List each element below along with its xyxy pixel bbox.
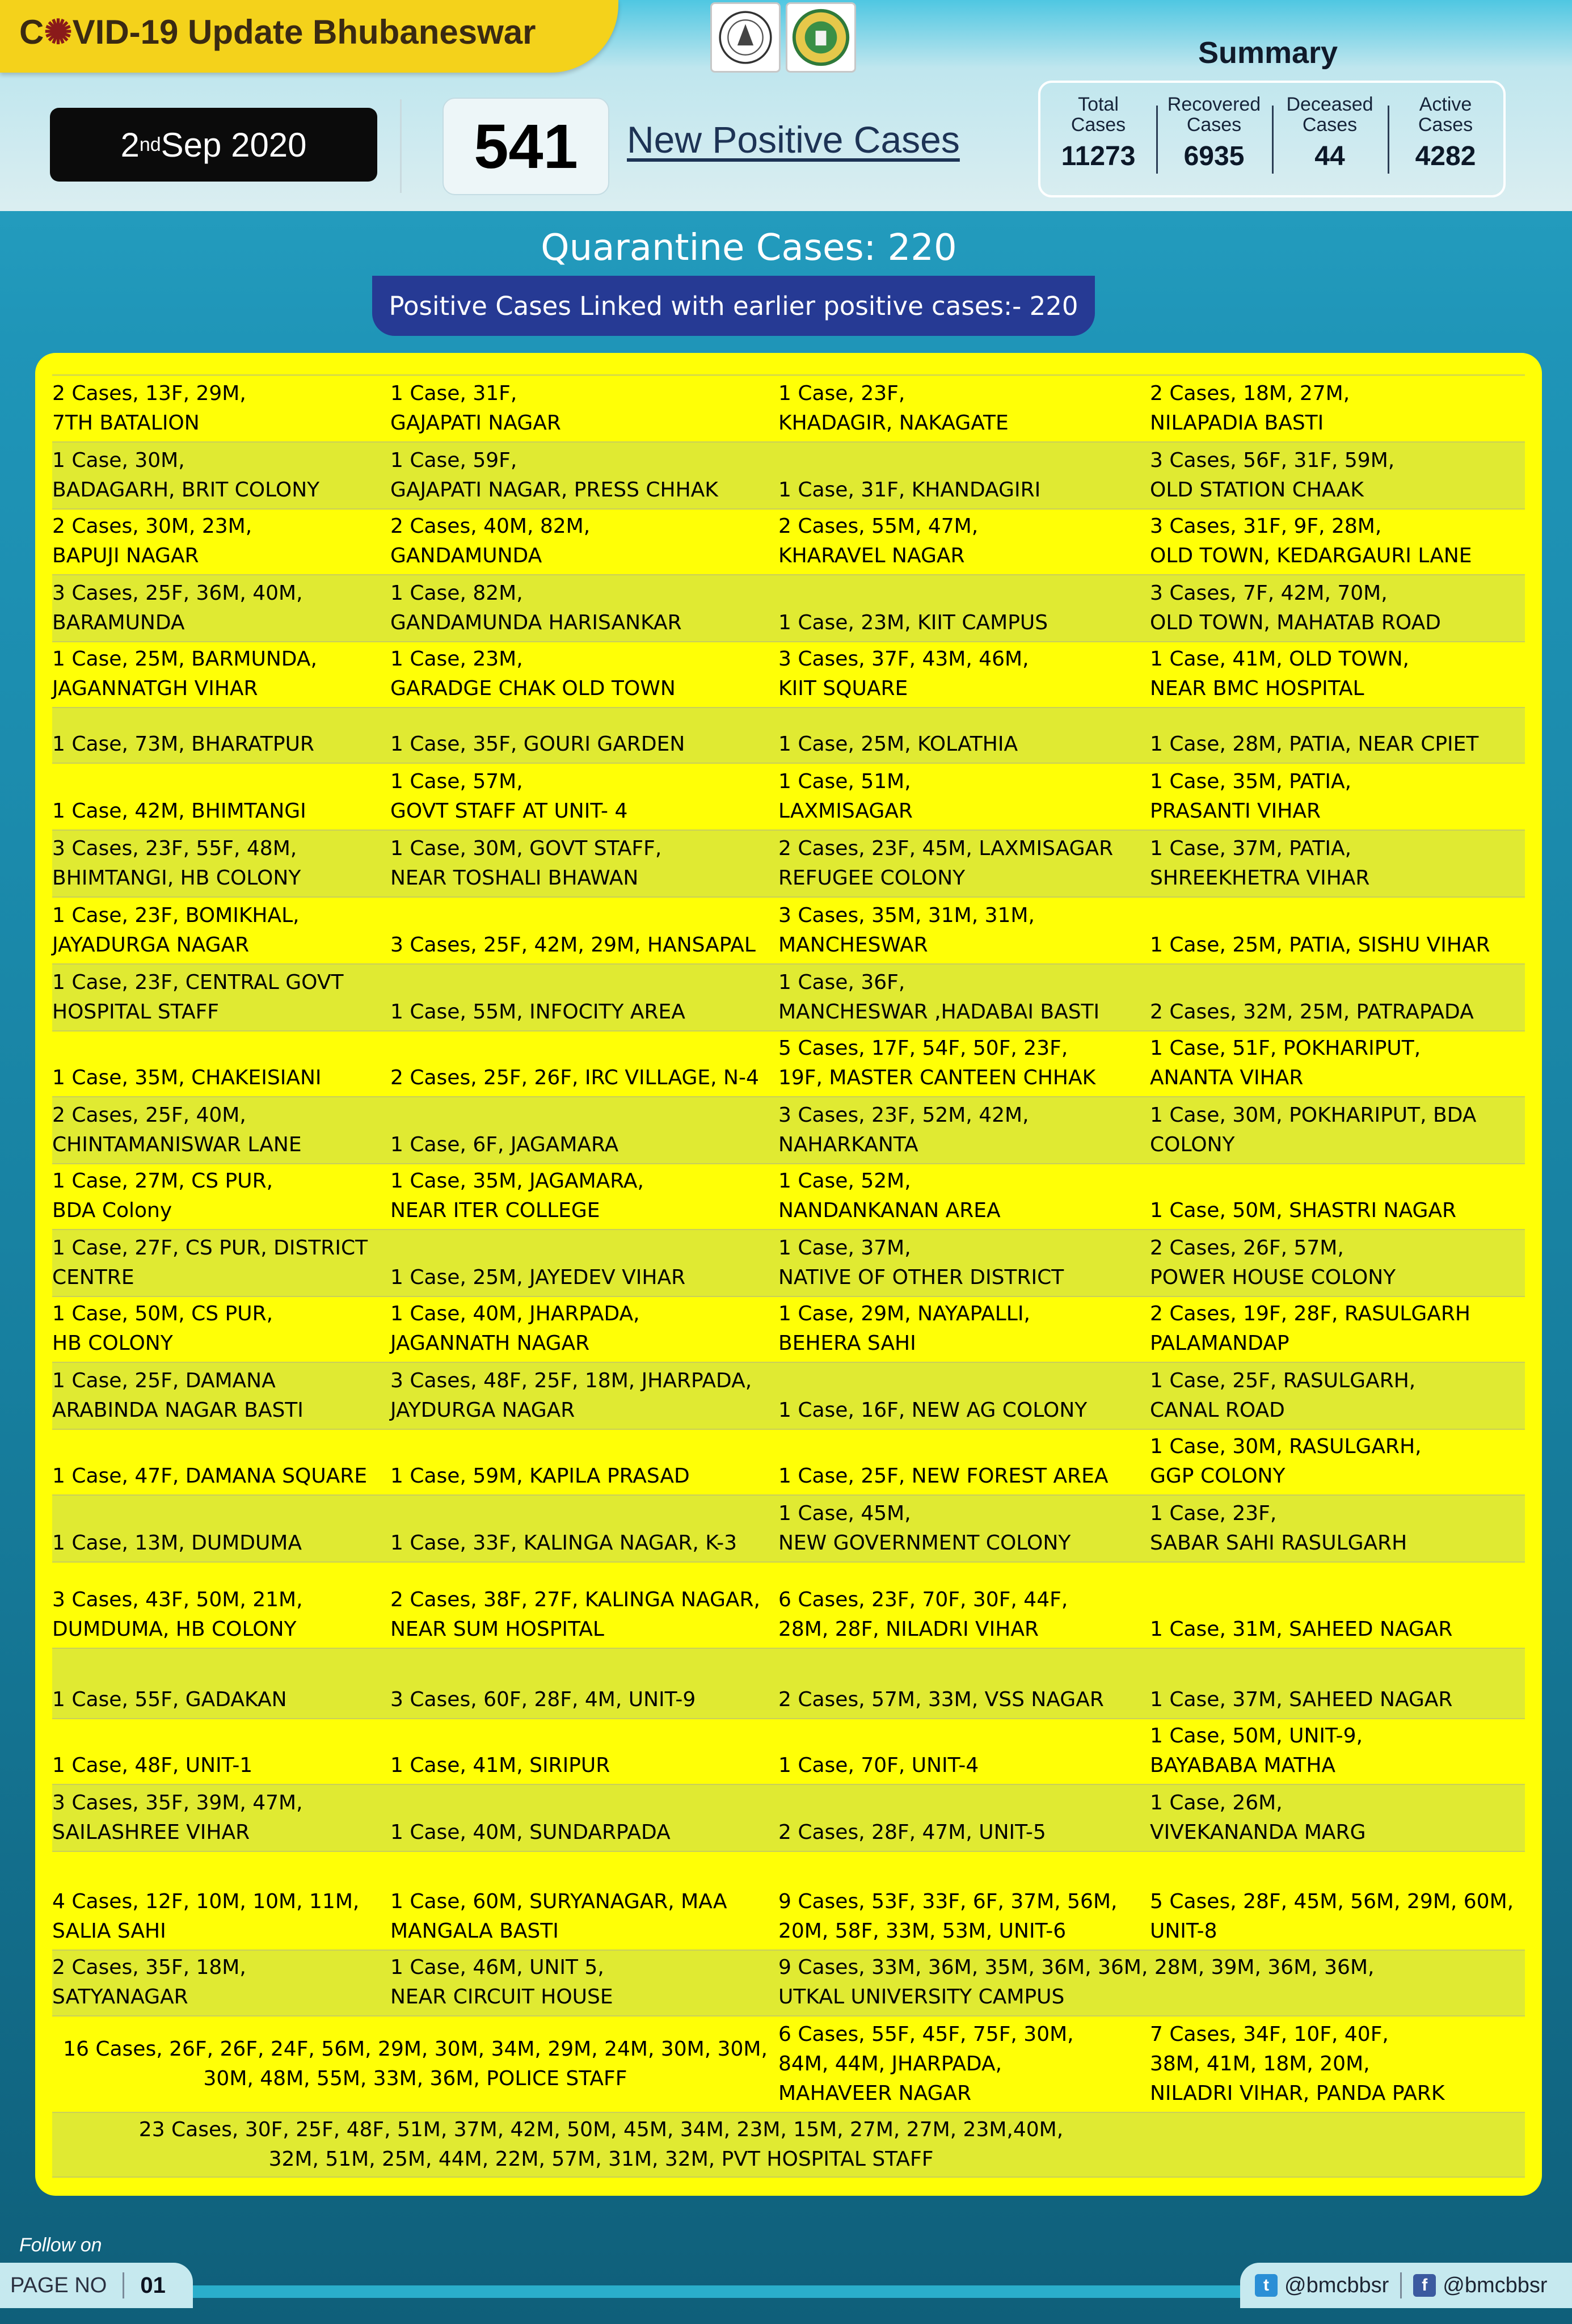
page-number: 01 <box>140 2272 166 2298</box>
summary-active: Active Cases 4282 <box>1388 83 1503 195</box>
page-label: PAGE NO <box>10 2273 107 2297</box>
table-row <box>52 1163 1525 1229</box>
table-cell: 1 Case, 55M, INFOCITY AREA <box>390 1000 685 1024</box>
table-cell: 1 Case, 23F, CENTRAL GOVT HOSPITAL STAFF <box>52 971 344 1024</box>
table-cell: 1 Case, 82M, GANDAMUNDA HARISANKAR <box>390 582 682 634</box>
table-cell: 1 Case, 28M, PATIA, NEAR CPIET <box>1150 732 1479 756</box>
table-cell: 1 Case, 27M, CS PUR, BDA Colony <box>52 1169 273 1222</box>
table-cell: 1 Case, 40M, JHARPADA, JAGANNATH NAGAR <box>390 1302 640 1355</box>
table-cell: 5 Cases, 28F, 45M, 56M, 29M, 60M, UNIT-8 <box>1150 1890 1514 1943</box>
table-row <box>52 441 1525 508</box>
table-cell: 6 Cases, 23F, 70F, 30F, 44F, 28M, 28F, NILADRI VIHAR <box>778 1588 1068 1641</box>
table-cell: 1 Case, 50M, SHASTRI NAGAR <box>1150 1199 1457 1222</box>
table-cell: 2 Cases, 32M, 25M, PATRAPADA <box>1150 1000 1474 1024</box>
table-cell: 2 Cases, 40M, 82M, GANDAMUNDA <box>390 515 591 567</box>
quarantine-cases: Quarantine Cases: 220 <box>541 227 957 269</box>
table-cell: 2 Cases, 55M, 47M, KHARAVEL NAGAR <box>778 515 979 567</box>
report-date: 2 nd Sep 2020 <box>50 108 377 182</box>
table-cell: 1 Case, 50M, UNIT-9, BAYABABA MATHA <box>1150 1724 1363 1777</box>
table-cell: 3 Cases, 60F, 28F, 4M, UNIT-9 <box>390 1688 696 1711</box>
table-row <box>52 830 1525 896</box>
table-row <box>52 508 1525 574</box>
table-cell: 5 Cases, 17F, 54F, 50F, 23F, 19F, MASTER CANTEEN CHHAK <box>778 1037 1096 1089</box>
table-cell: 1 Case, 47F, DAMANA SQUARE <box>52 1464 368 1488</box>
divider <box>400 99 402 193</box>
table-cell: 1 Case, 57M, GOVT STAFF AT UNIT- 4 <box>390 770 628 823</box>
divider <box>1400 2272 1402 2298</box>
table-cell: 1 Case, 35M, CHAKEISIANI <box>52 1066 322 1089</box>
table-cell: 1 Case, 23F, SABAR SAHI RASULGARH <box>1150 1502 1407 1555</box>
table-cell: 3 Cases, 23F, 52M, 42M, NAHARKANTA <box>778 1104 1029 1156</box>
table-cell: 1 Case, 25F, DAMANA ARABINDA NAGAR BASTI <box>52 1369 304 1422</box>
table-cell: 1 Case, 50M, CS PUR, HB COLONY <box>52 1302 273 1355</box>
summary-total: Total Cases 11273 <box>1061 94 1136 171</box>
table-cell: 1 Case, 27F, CS PUR, DISTRICT CENTRE <box>52 1236 368 1289</box>
table-cell: 1 Case, 33F, KALINGA NAGAR, K-3 <box>390 1531 737 1555</box>
government-emblem-logo <box>710 2 781 73</box>
table-row-hospital <box>52 2112 1525 2178</box>
table-cell: 1 Case, 45M, NEW GOVERNMENT COLONY <box>778 1502 1071 1555</box>
table-cell: 3 Cases, 25F, 42M, 29M, HANSAPAL <box>390 933 756 957</box>
table-row <box>52 1648 1525 1718</box>
table-cell: 1 Case, 25F, NEW FOREST AREA <box>778 1464 1109 1488</box>
table-cell: 2 Cases, 35F, 18M, SATYANAGAR <box>52 1956 246 2009</box>
table-cell: 1 Case, 36F, MANCHESWAR ,HADABAI BASTI <box>778 971 1100 1024</box>
social-links <box>1240 2263 1572 2308</box>
table-cell: 2 Cases, 28F, 47M, UNIT-5 <box>778 1821 1046 1844</box>
table-cell: 1 Case, 13M, DUMDUMA <box>52 1531 302 1555</box>
twitter-icon[interactable]: t <box>1255 2274 1278 2297</box>
summary-deceased: Deceased Cases 44 <box>1272 83 1388 195</box>
table-cell: 3 Cases, 35F, 39M, 47M, SAILASHREE VIHAR <box>52 1791 303 1844</box>
table-cell: 1 Case, 23F, KHADAGIR, NAKAGATE <box>778 382 1009 435</box>
table-cell: 2 Cases, 30M, 23M, BAPUJI NAGAR <box>52 515 252 567</box>
virus-icon: ✺ <box>44 13 73 51</box>
facebook-handle[interactable]: @bmcbbsr <box>1443 2273 1548 2297</box>
table-cell: 1 Case, 31F, GAJAPATI NAGAR <box>390 382 561 435</box>
table-cell: 1 Case, 41M, SIRIPUR <box>390 1754 610 1777</box>
table-cell: 3 Cases, 31F, 9F, 28M, OLD TOWN, KEDARGAURI LANE <box>1150 515 1472 567</box>
page-title: C✺VID-19 Update Bhubaneswar <box>19 13 536 51</box>
table-cell: 1 Case, 60M, SURYANAGAR, MAA MANGALA BASTI <box>390 1890 727 1943</box>
table-row <box>52 1851 1525 1950</box>
linked-cases-banner: Positive Cases Linked with earlier positive cases:- 220 <box>372 276 1095 336</box>
table-cell: 2 Cases, 18M, 27M, NILAPADIA BASTI <box>1150 382 1350 435</box>
table-cell: 3 Cases, 43F, 50M, 21M, DUMDUMA, HB COLONY <box>52 1588 303 1641</box>
table-cell: 1 Case, 25M, PATIA, SISHU VIHAR <box>1150 933 1490 957</box>
table-cell: 1 Case, 23M, GARADGE CHAK OLD TOWN <box>390 647 676 700</box>
twitter-handle[interactable]: @bmcbbsr <box>1284 2273 1389 2297</box>
table-cell: 7 Cases, 34F, 10F, 40F, 38M, 41M, 18M, 20M, NILADRI VIHAR, PANDA PARK <box>1150 2023 1445 2105</box>
table-cell: 1 Case, 25M, KOLATHIA <box>778 732 1018 756</box>
table-cell: 2 Cases, 23F, 45M, LAXMISAGAR REFUGEE COLONY <box>778 837 1114 890</box>
table-row <box>52 963 1525 1030</box>
new-cases-label: New Positive Cases <box>627 119 960 161</box>
table-cell: 3 Cases, 48F, 25F, 18M, JHARPADA, JAYDURGA NAGAR <box>390 1369 752 1422</box>
table-cell: 9 Cases, 53F, 33F, 6F, 37M, 56M, 20M, 58F, 33M, 53M, UNIT-6 <box>778 1890 1118 1943</box>
table-cell: 1 Case, 52M, NANDANKANAN AREA <box>778 1169 1001 1222</box>
divider <box>123 2272 124 2298</box>
table-cell: 4 Cases, 12F, 10M, 10M, 11M, SALIA SAHI <box>52 1890 360 1943</box>
table-cell: 1 Case, 37M, NATIVE OF OTHER DISTRICT <box>778 1236 1064 1289</box>
page-number-tab <box>0 2263 193 2308</box>
table-row <box>52 763 1525 830</box>
table-row <box>52 1561 1525 1648</box>
table-row <box>52 707 1525 763</box>
table-cell: 2 Cases, 13F, 29M, 7TH BATALION <box>52 382 246 435</box>
hospital-staff-cell: 23 Cases, 30F, 25F, 48F, 51M, 37M, 42M, 50M, 45M, 34M, 23M, 15M, 27M, 27M, 23M,40M, 32M, 51M, 25M, 44M, 22M, 57M, 31M, 32M, PVT HOSPITAL STAFF <box>138 2118 1064 2171</box>
table-cell: 1 Case, 30M, RASULGARH, GGP COLONY <box>1150 1435 1422 1488</box>
table-row <box>52 1950 1525 2015</box>
table-row <box>52 1362 1525 1429</box>
table-cell: 2 Cases, 25F, 40M, CHINTAMANISWAR LANE <box>52 1104 302 1156</box>
table-row <box>52 1030 1525 1096</box>
table-cell: 1 Case, 46M, UNIT 5, NEAR CIRCUIT HOUSE <box>390 1956 613 2009</box>
table-cell: 2 Cases, 57M, 33M, VSS NAGAR <box>778 1688 1104 1711</box>
table-cell: 2 Cases, 38F, 27F, KALINGA NAGAR, NEAR SUM HOSPITAL <box>390 1588 760 1641</box>
summary-box <box>1038 81 1506 197</box>
cases-table <box>35 353 1542 2196</box>
table-cell: 1 Case, 42M, BHIMTANGI <box>52 799 306 823</box>
table-cell: 1 Case, 35F, GOURI GARDEN <box>390 732 685 756</box>
table-cell: 1 Case, 16F, NEW AG COLONY <box>778 1399 1088 1422</box>
table-cell: 1 Case, 26M, VIVEKANANDA MARG <box>1150 1791 1366 1844</box>
table-cell: 1 Case, 51M, LAXMISAGAR <box>778 770 913 823</box>
table-cell: 2 Cases, 25F, 26F, IRC VILLAGE, N-4 <box>390 1066 759 1089</box>
police-staff-cell: 16 Cases, 26F, 26F, 24F, 56M, 29M, 30M, 34M, 29M, 24M, 30M, 30M, 30M, 48M, 55M, 33M, 36M, POLICE STAFF <box>63 2037 768 2090</box>
table-cell: 1 Case, 48F, UNIT-1 <box>52 1754 253 1777</box>
table-cell: 1 Case, 30M, POKHARIPUT, BDA COLONY <box>1150 1104 1477 1156</box>
table-cell: 1 Case, 23F, BOMIKHAL, JAYADURGA NAGAR <box>52 904 300 957</box>
table-cell: 1 Case, 59F, GAJAPATI NAGAR, PRESS CHHAK <box>390 449 718 502</box>
new-cases-count: 541 <box>442 98 609 195</box>
table-cell: 9 Cases, 33M, 36M, 35M, 36M, 36M, 28M, 39M, 36M, 36M, UTKAL UNIVERSITY CAMPUS <box>778 1956 1375 2009</box>
table-cell: 1 Case, 35M, JAGAMARA, NEAR ITER COLLEGE <box>390 1169 644 1222</box>
table-cell: 6 Cases, 55F, 45F, 75F, 30M, 84M, 44M, JHARPADA, MAHAVEER NAGAR <box>778 2023 1074 2105</box>
follow-label: Follow on <box>19 2234 102 2256</box>
table-cell: 1 Case, 40M, SUNDARPADA <box>390 1821 671 1844</box>
table-row <box>52 1718 1525 1784</box>
table-cell: 3 Cases, 37F, 43M, 46M, KIIT SQUARE <box>778 647 1029 700</box>
table-row <box>52 574 1525 641</box>
facebook-icon[interactable]: f <box>1413 2274 1436 2297</box>
table-cell: 1 Case, 59M, KAPILA PRASAD <box>390 1464 690 1488</box>
table-row <box>52 1296 1525 1362</box>
table-row <box>52 1229 1525 1296</box>
table-cell: 1 Case, 30M, GOVT STAFF, NEAR TOSHALI BHAWAN <box>390 837 662 890</box>
table-cell: 1 Case, 41M, OLD TOWN, NEAR BMC HOSPITAL <box>1150 647 1409 700</box>
table-row <box>52 1784 1525 1851</box>
table-cell: 1 Case, 55F, GADAKAN <box>52 1688 287 1711</box>
table-cell: 1 Case, 35M, PATIA, PRASANTI VIHAR <box>1150 770 1352 823</box>
table-row <box>52 896 1525 963</box>
table-cell: 1 Case, 25F, RASULGARH, CANAL ROAD <box>1150 1369 1416 1422</box>
table-cell: 1 Case, 70F, UNIT-4 <box>778 1754 979 1777</box>
table-cell: 1 Case, 29M, NAYAPALLI, BEHERA SAHI <box>778 1302 1030 1355</box>
table-cell: 1 Case, 25M, BARMUNDA, JAGANNATGH VIHAR <box>52 647 317 700</box>
title-banner <box>0 0 618 73</box>
table-cell: 3 Cases, 35M, 31M, 31M, MANCHESWAR <box>778 904 1035 957</box>
table-cell: 1 Case, 37M, SAHEED NAGAR <box>1150 1688 1453 1711</box>
table-cell: 1 Case, 23M, KIIT CAMPUS <box>778 611 1048 634</box>
table-cell: 3 Cases, 23F, 55F, 48M, BHIMTANGI, HB COLONY <box>52 837 301 890</box>
table-cell: 3 Cases, 56F, 31F, 59M, OLD STATION CHAAK <box>1150 449 1395 502</box>
table-cell: 1 Case, 30M, BADAGARH, BRIT COLONY <box>52 449 320 502</box>
summary-title: Summary <box>1198 36 1338 70</box>
table-cell: 1 Case, 37M, PATIA, SHREEKHETRA VIHAR <box>1150 837 1370 890</box>
table-cell: 1 Case, 73M, BHARATPUR <box>52 732 314 756</box>
table-row <box>52 1096 1525 1163</box>
table-cell: 3 Cases, 7F, 42M, 70M, OLD TOWN, MAHATAB ROAD <box>1150 582 1441 634</box>
table-cell: 2 Cases, 26F, 57M, POWER HOUSE COLONY <box>1150 1236 1396 1289</box>
table-cell: 1 Case, 31F, KHANDAGIRI <box>778 478 1041 502</box>
bmc-logo <box>786 2 856 73</box>
table-row <box>52 1494 1525 1561</box>
table-cell: 1 Case, 25M, JAYEDEV VIHAR <box>390 1266 686 1289</box>
table-cell: 1 Case, 51F, POKHARIPUT, ANANTA VIHAR <box>1150 1037 1421 1089</box>
summary-recovered: Recovered Cases 6935 <box>1156 83 1272 195</box>
table-cell: 1 Case, 6F, JAGAMARA <box>390 1133 619 1156</box>
table-row <box>52 374 1525 441</box>
table-row <box>52 1429 1525 1494</box>
table-cell: 2 Cases, 19F, 28F, RASULGARH PALAMANDAP <box>1150 1302 1470 1355</box>
table-cell: 1 Case, 31M, SAHEED NAGAR <box>1150 1618 1453 1641</box>
table-row-police <box>52 2015 1525 2112</box>
table-cell: 3 Cases, 25F, 36M, 40M, BARAMUNDA <box>52 582 303 634</box>
table-row <box>52 641 1525 707</box>
